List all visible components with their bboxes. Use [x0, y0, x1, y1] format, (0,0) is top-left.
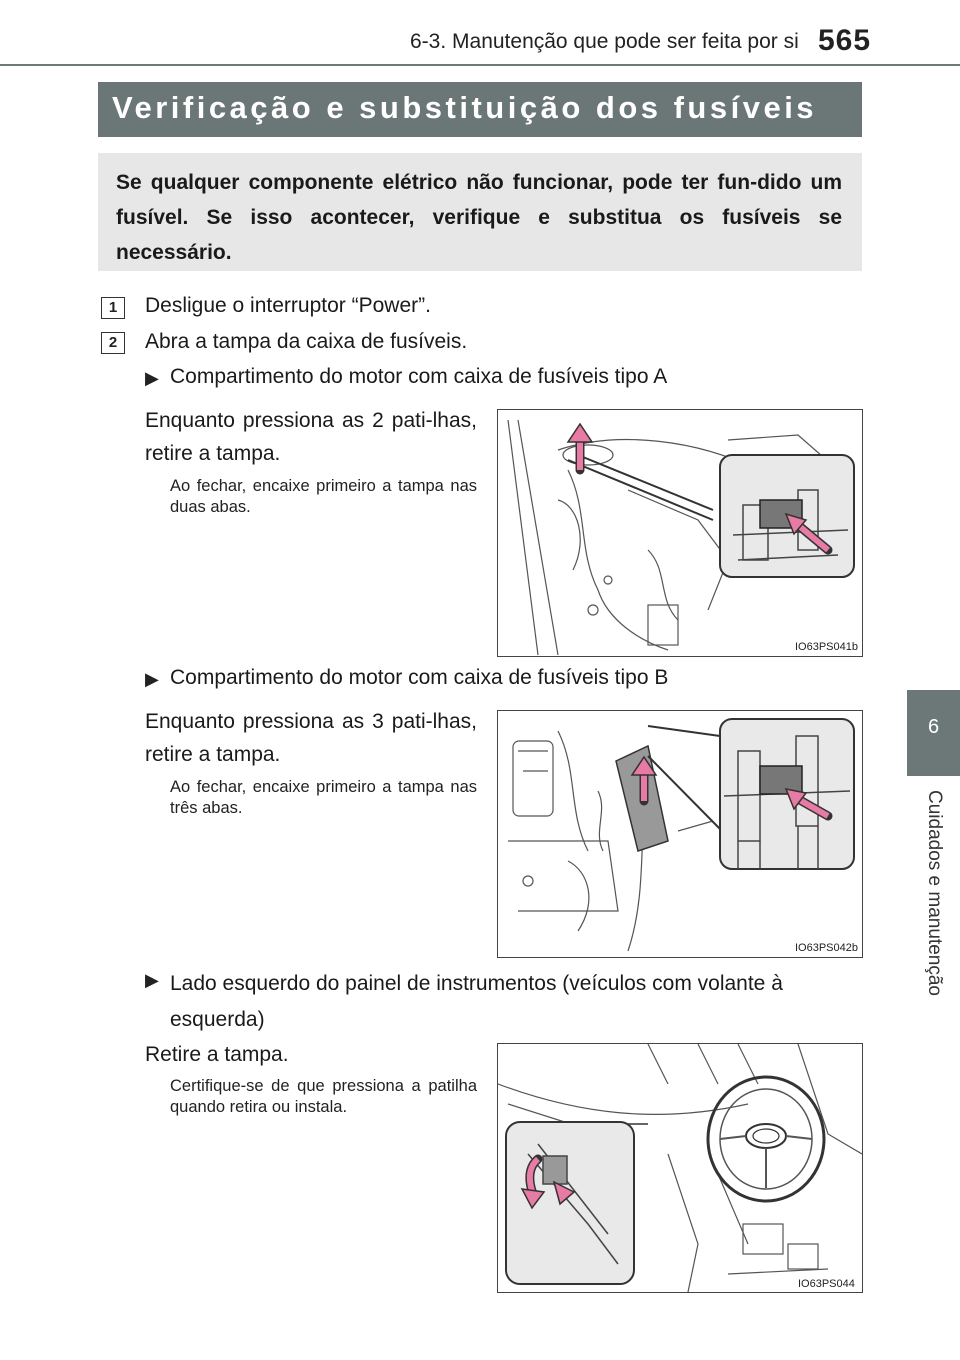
step-text: Desligue o interruptor “Power”. — [145, 294, 431, 317]
figure-instrument-panel — [497, 1043, 863, 1293]
fuse-box-a-illustration — [498, 410, 862, 656]
intro-box: Se qualquer componente elétrico não funcionar, pode ter fun-dido um fusível. Se isso acontecer, verifique e substitua os fusíveis se necessário. — [98, 153, 862, 271]
figure-fuse-box-type-a — [497, 409, 863, 657]
page-number: 565 — [818, 24, 872, 57]
section-heading: Compartimento do motor com caixa de fusíveis tipo A — [170, 365, 668, 388]
step-number: 2 — [101, 332, 125, 354]
instruction-text: Enquanto pressiona as 2 pati-lhas, retire a tampa. — [145, 409, 477, 465]
step-text: Abra a tampa da caixa de fusíveis. — [145, 330, 468, 353]
bullet-marker-icon: ▶ — [145, 368, 159, 388]
note-text: Ao fechar, encaixe primeiro a tampa nas três abas. — [170, 778, 477, 817]
figure-code: IO63PS044 — [798, 1278, 855, 1290]
bullet-marker-icon: ▶ — [145, 669, 159, 689]
figure-code: IO63PS041b — [795, 641, 858, 653]
chapter-tab-number: 6 — [927, 716, 940, 738]
fuse-box-b-illustration — [498, 711, 862, 957]
header-rule — [0, 64, 960, 66]
chapter-tab-label: Cuidados e manutenção — [924, 790, 945, 996]
instrument-panel-illustration — [498, 1044, 862, 1292]
instruction-text: Retire a tampa. — [145, 1043, 289, 1066]
page-title: Verificação e substituição dos fusíveis — [98, 82, 862, 137]
figure-code: IO63PS042b — [795, 942, 858, 954]
step-number: 1 — [101, 297, 125, 319]
note-text: Ao fechar, encaixe primeiro a tampa nas duas abas. — [170, 477, 477, 516]
section-heading: Lado esquerdo do painel de instrumentos (veículos com volante à esquerda) — [170, 972, 783, 1031]
section-title: 6-3. Manutenção que pode ser feita por si — [410, 30, 799, 53]
note-text: Certifique-se de que pressiona a patilha quando retira ou instala. — [170, 1077, 477, 1116]
bullet-marker-icon: ▶ — [145, 970, 159, 990]
instruction-text: Enquanto pressiona as 3 pati-lhas, retire a tampa. — [145, 710, 477, 766]
figure-fuse-box-type-b — [497, 710, 863, 958]
section-heading: Compartimento do motor com caixa de fusíveis tipo B — [170, 666, 669, 689]
